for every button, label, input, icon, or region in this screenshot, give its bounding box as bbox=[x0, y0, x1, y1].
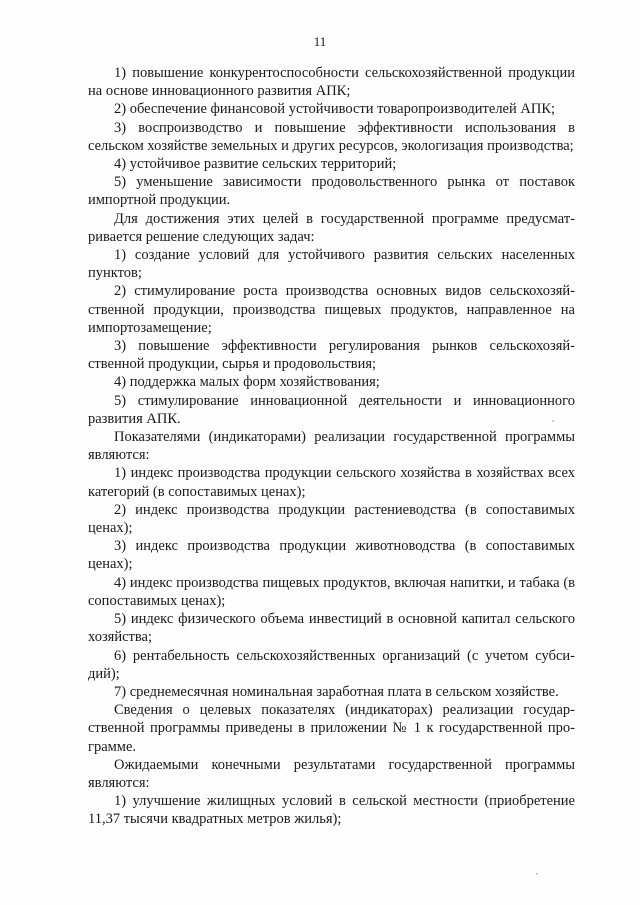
paragraph: 1) индекс производства продукции сельского хозяйства в хозяйствах всех категорий (в сопоставимых ценах); bbox=[88, 465, 575, 500]
paragraph: 2) стимулирование роста производства основных видов сельскохозяйственной продукции, производства пищевых продуктов, направленное на импортозамещение; bbox=[88, 283, 575, 336]
paragraph: 2) индекс производства продукции растениеводства (в сопоставимых ценах); bbox=[88, 501, 575, 537]
scan-speck bbox=[536, 873, 538, 875]
paragraph: 5) стимулирование инновационной деятельности и инновационного развития АПК. bbox=[88, 392, 575, 427]
paragraph: 4) индекс производства пищевых продуктов, включая напитки, и табака (в сопоставимых ценах); bbox=[88, 574, 575, 609]
paragraph: 1) повышение конкурентоспособности сельскохозяйственной продукции на основе инновационного развития АПК; bbox=[88, 65, 575, 100]
paragraph: 2) обеспечение финансовой устойчивости товаропроизводителей АПК; bbox=[114, 101, 556, 118]
paragraph: 3) индекс производства продукции животноводства (в сопоставимых ценах); bbox=[88, 538, 575, 573]
paragraph: 1) улучшение жилищных условий в сельской местности (приобретение 11,37 тысячи квадратных метров жилья); bbox=[88, 793, 575, 828]
paragraph: Ожидаемыми конечными результатами государственной программы являются: bbox=[88, 756, 575, 791]
paragraph: Для достижения этих целей в государственной программе предусматривается решение следующих задач: bbox=[88, 210, 575, 245]
page-number: 11 bbox=[313, 34, 327, 49]
scan-speck bbox=[552, 420, 554, 422]
paragraph: 4) поддержка малых форм хозяйствования; bbox=[114, 374, 380, 391]
paragraph: 1) создание условий для устойчивого развития сельских населенных пунктов; bbox=[88, 247, 575, 282]
body-text bbox=[88, 64, 575, 829]
paragraph: 7) среднемесячная номинальная заработная плата в сельском хозяйстве. bbox=[114, 683, 559, 700]
paragraph: 6) рентабельность сельскохозяйственных организаций (с учетом субсидий); bbox=[88, 647, 575, 682]
paragraph: 3) повышение эффективности регулирования рынков сельскохозяйственной продукции, сырья и продовольствия; bbox=[88, 338, 575, 373]
paragraph: Показателями (индикаторами) реализации государственной программы являются: bbox=[88, 429, 575, 464]
paragraph: 4) устойчивое развитие сельских территорий; bbox=[114, 156, 397, 173]
paragraph: 5) индекс физического объема инвестиций в основной капитал сельского хозяйства; bbox=[88, 611, 575, 646]
paragraph: 5) уменьшение зависимости продовольственного рынка от поставок импортной продукции. bbox=[88, 174, 575, 209]
paragraph: 3) воспроизводство и повышение эффективности использования в сельском хозяйстве земельных и других ресурсов, экологизация производства; bbox=[88, 119, 575, 154]
paragraph: Сведения о целевых показателях (индикаторах) реализации государственной программы приведены в приложении № 1 к государственной программе. bbox=[88, 702, 575, 755]
